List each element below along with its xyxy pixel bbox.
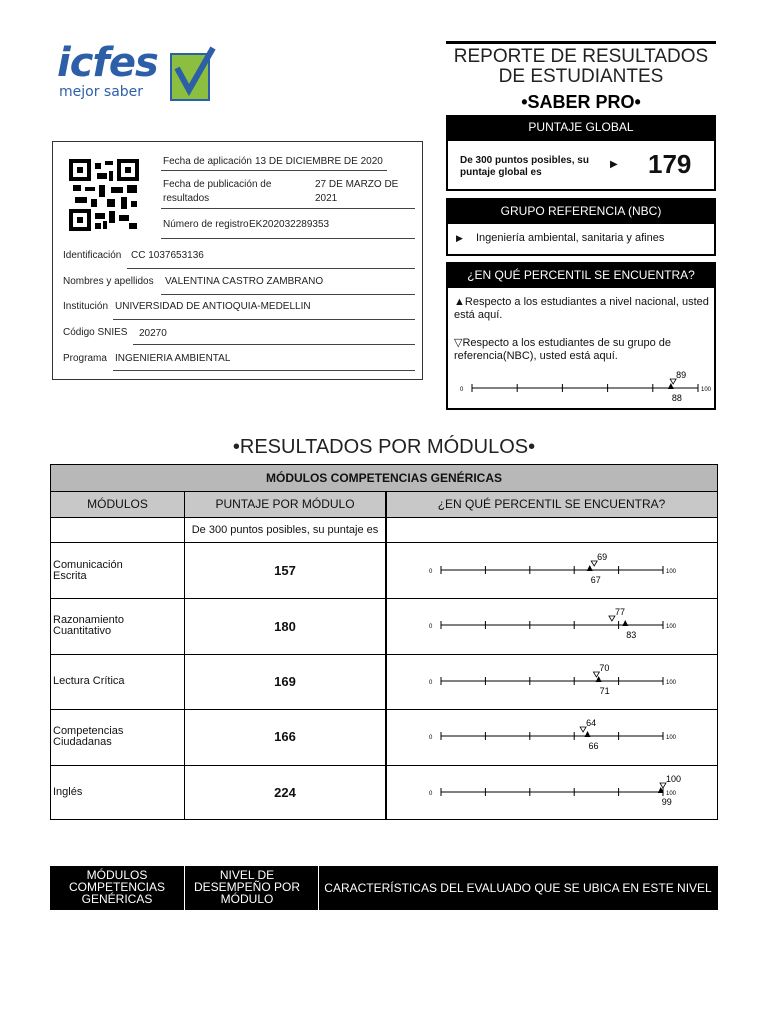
module-score: 169 [274, 673, 296, 689]
national-percentile-value: 88 [671, 393, 682, 403]
publication-date-label: Fecha de publicación de resultados [163, 179, 272, 204]
performance-level-header [50, 866, 718, 910]
national-percentile-value: 83 [626, 630, 637, 641]
reference-group-value: Ingeniería ambiental, sanitaria y afines [476, 232, 665, 244]
application-date-label: Fecha de aplicación [163, 156, 252, 167]
program-label: Programa [63, 353, 107, 364]
module-percentile-scale [421, 712, 721, 762]
identification-value: CC 1037653136 [131, 250, 204, 261]
scale-max-label: 100 [666, 624, 677, 631]
scale-max-label: 100 [666, 569, 677, 575]
scale-min-label: 0 [429, 790, 433, 797]
percentile-box [446, 288, 716, 410]
national-percentile-value: 71 [599, 685, 610, 696]
global-score-value: 179 [648, 149, 692, 179]
module-name: Razonamiento Cuantitativo [53, 614, 124, 638]
divider [385, 491, 387, 819]
bottom-col-caracteristicas: CARACTERÍSTICAS DEL EVALUADO QUE SE UBICA EN ESTE NIVEL [324, 881, 712, 895]
divider [161, 170, 387, 171]
module-name: Competencias Ciudadanas [53, 724, 124, 748]
scale-min-label: 0 [429, 735, 433, 742]
module-percentile-scale [421, 546, 721, 596]
report-title: REPORTE DE RESULTADOS DE ESTUDIANTES [453, 46, 709, 87]
header-percentil: ¿EN QUÉ PERCENTIL SE ENCUENTRA? [437, 497, 666, 511]
scale-max-label: 100 [666, 735, 677, 742]
module-name: Lectura Crítica [53, 674, 125, 687]
registration-number-label: Número de registro [163, 219, 249, 230]
module-score: 180 [274, 618, 296, 634]
module-percentile-scale [421, 601, 721, 651]
national-percentile-text: ▲Respecto a los estudiantes a nivel nacional, usted está aquí. [454, 296, 709, 321]
snies-label: Código SNIES [63, 327, 128, 338]
registration-number-value: EK202032289353 [249, 219, 330, 230]
group-percentile-text: ▽Respecto a los estudiantes de su grupo de referencia(NBC), usted está aquí. [454, 337, 671, 362]
divider [161, 208, 415, 209]
module-name: Comunicación Escrita [53, 558, 123, 582]
group-percentile-value: 69 [597, 552, 608, 562]
publication-date-value: 27 DE MARZO DE 2021 [315, 179, 399, 204]
program-value: INGENIERIA AMBIENTAL [115, 353, 231, 364]
name-value: VALENTINA CASTRO ZAMBRANO [165, 276, 324, 287]
group-percentile-value: 89 [676, 370, 687, 380]
national-percentile-value: 99 [661, 796, 672, 807]
header-rule [446, 41, 716, 44]
group-percentile-value: 77 [614, 607, 625, 618]
header-puntaje: PUNTAJE POR MÓDULO [215, 497, 355, 511]
header-modulos: MÓDULOS [87, 497, 148, 511]
exam-name: •SABER PRO• [521, 92, 641, 112]
module-score: 224 [274, 784, 296, 800]
divider [184, 866, 185, 910]
national-marker-icon [585, 731, 591, 737]
identification-label: Identificación [63, 250, 122, 261]
global-score-box [446, 139, 716, 191]
qr-code-icon [69, 159, 139, 231]
global-percentile-scale [448, 368, 714, 408]
divider [318, 866, 319, 910]
divider [113, 319, 415, 320]
scale-max-label: 100 [666, 679, 677, 686]
logo-wordmark: icfes [57, 40, 158, 86]
divider [133, 344, 415, 345]
group-percentile-value: 100 [666, 773, 682, 784]
national-marker-icon [587, 565, 593, 571]
bottom-col-modulos: MÓDULOS COMPETENCIAS GENÉRICAS [68, 868, 165, 906]
divider [161, 294, 415, 295]
reference-group-bar: GRUPO REFERENCIA (NBC) [446, 198, 716, 224]
scale-min-label: 0 [429, 569, 433, 575]
scale-min-label: 0 [460, 387, 464, 393]
logo-tagline: mejor saber [59, 84, 144, 100]
bottom-col-nivel: NIVEL DE DESEMPEÑO POR MÓDULO [193, 868, 301, 906]
module-score: 166 [274, 729, 296, 745]
percentile-bar: ¿EN QUÉ PERCENTIL SE ENCUENTRA? [446, 262, 716, 288]
scale-min-label: 0 [429, 624, 433, 631]
divider [127, 268, 415, 269]
scale-min-label: 0 [429, 679, 433, 686]
module-percentile-scale [421, 657, 721, 707]
national-percentile-value: 66 [588, 741, 599, 752]
group-percentile-value: 70 [599, 662, 610, 673]
application-date-value: 13 DE DICIEMBRE DE 2020 [255, 156, 383, 167]
module-score: 157 [274, 563, 296, 579]
global-score-bar: PUNTAJE GLOBAL [446, 115, 716, 139]
national-percentile-value: 67 [590, 575, 601, 585]
group-percentile-value: 64 [586, 718, 597, 729]
global-score-description: De 300 puntos posibles, su puntaje global es [460, 155, 589, 178]
module-name: Inglés [53, 785, 83, 798]
reference-group-box [446, 224, 716, 256]
scale-max-label: 100 [701, 387, 712, 393]
institution-value: UNIVERSIDAD DE ANTIOQUIA-MEDELLIN [115, 301, 311, 312]
score-subheader: De 300 puntos posibles, su puntaje es [191, 524, 379, 536]
student-info-box [52, 141, 423, 380]
modules-table [50, 464, 718, 820]
divider [161, 238, 415, 239]
arrow-right-icon: ▶ [610, 159, 618, 170]
snies-value: 20270 [139, 328, 167, 339]
name-label: Nombres y apellidos [63, 276, 154, 287]
icfes-logo [55, 40, 215, 106]
institution-label: Institución [63, 301, 109, 312]
national-marker-icon [622, 620, 628, 626]
module-percentile-scale [421, 768, 721, 818]
table-title: MÓDULOS COMPETENCIAS GENÉRICAS [51, 465, 717, 491]
modules-section-title: •RESULTADOS POR MÓDULOS• [232, 436, 536, 458]
arrow-right-icon: ▶ [456, 233, 463, 243]
checkmark-icon [169, 46, 217, 102]
scale-max-label: 100 [666, 790, 677, 797]
divider [113, 370, 415, 371]
